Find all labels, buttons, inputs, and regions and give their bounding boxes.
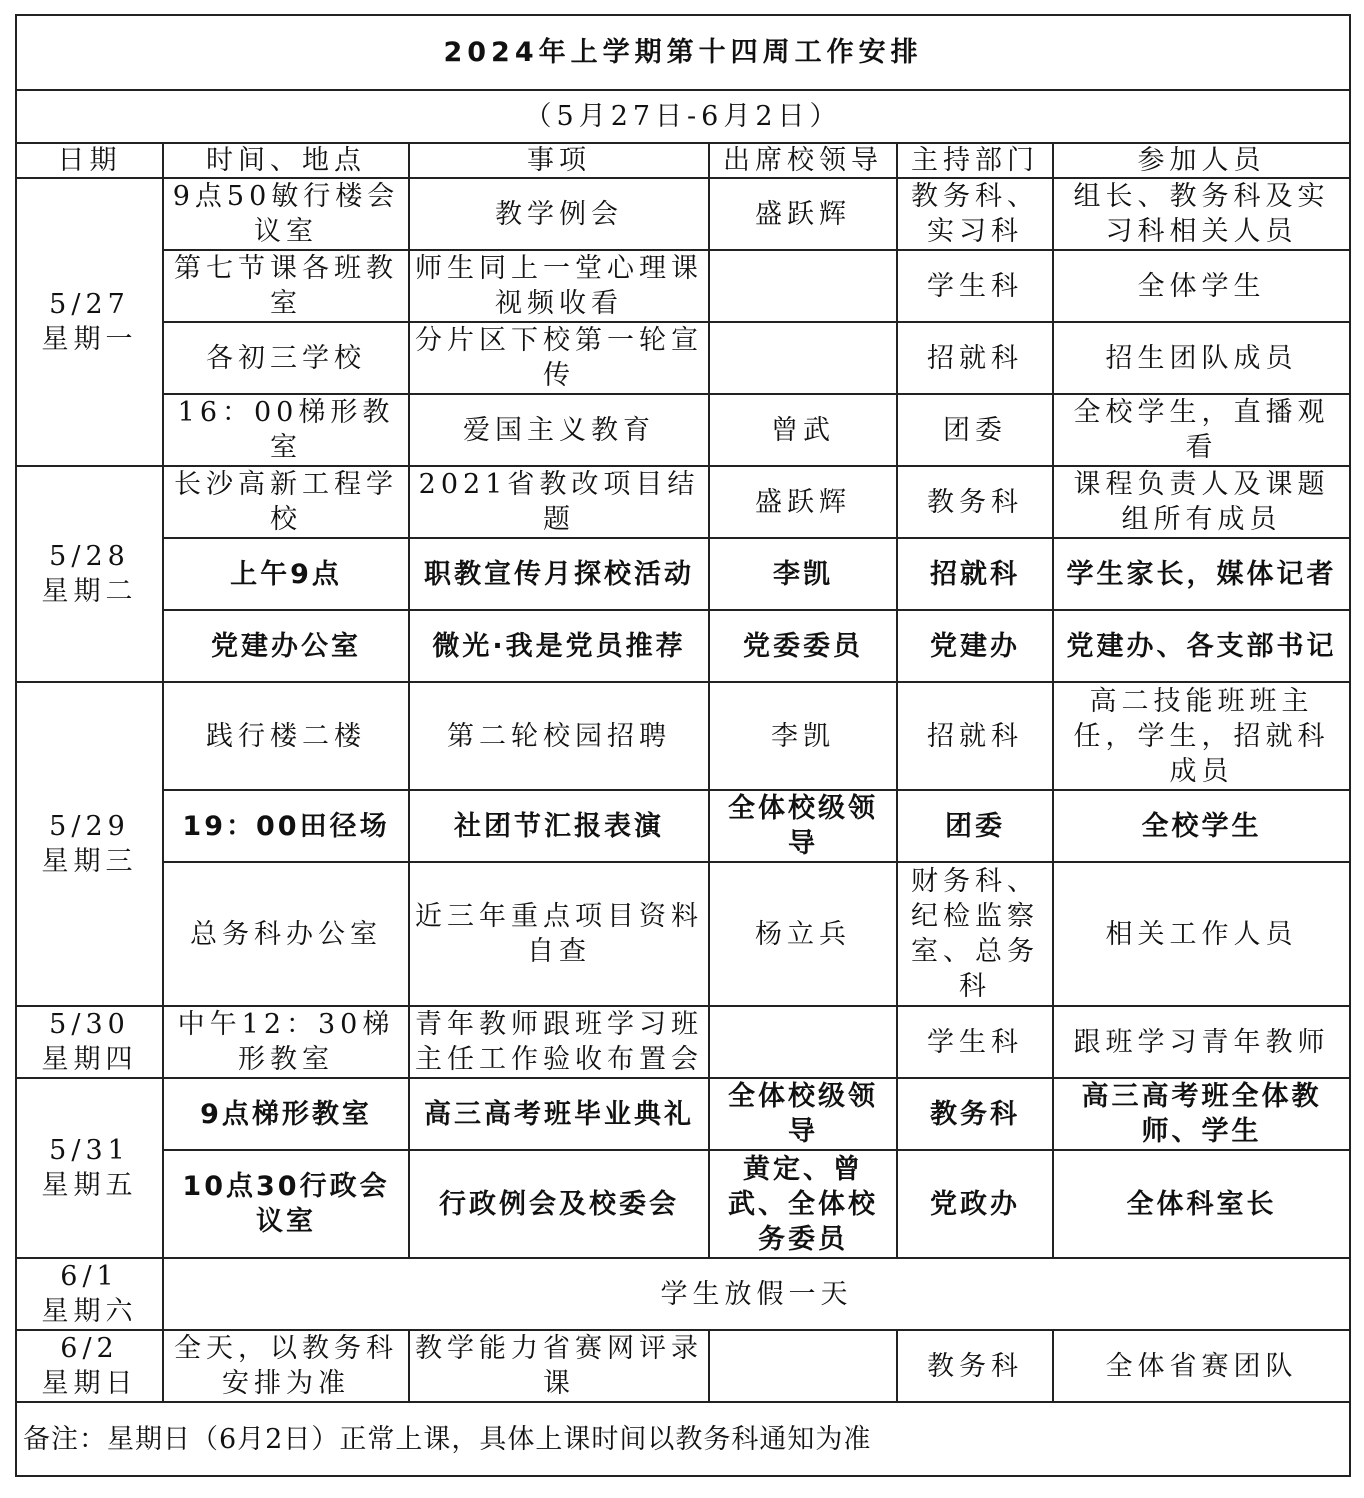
time-place-cell: 践行楼二楼 [163,682,409,790]
leader-cell: 李凯 [709,682,897,790]
time-place-cell: 第七节课各班教室 [163,250,409,322]
header-row [16,143,1350,178]
people-cell: 相关工作人员 [1053,862,1350,1006]
page-title: 2024年上学期第十四周工作安排 [16,15,1350,90]
date-cell: 6/1 星期六 [16,1258,163,1330]
time-place-cell: 9点梯形教室 [163,1078,409,1150]
dept-cell: 财务科、纪检监察室、总务科 [897,862,1053,1006]
people-cell: 全体科室长 [1053,1150,1350,1258]
leader-cell: 黄定、曾武、全体校务委员 [709,1150,897,1258]
leader-cell: 杨立兵 [709,862,897,1006]
leader-cell [709,1006,897,1078]
item-cell: 近三年重点项目资料自查 [409,862,709,1006]
table-row [16,862,1350,1006]
people-cell: 学生家长，媒体记者 [1053,538,1350,610]
header-time-place: 时间、地点 [163,143,409,178]
people-cell: 跟班学习青年教师 [1053,1006,1350,1078]
table-row [16,1078,1350,1150]
table-row [16,538,1350,610]
table-row [16,1330,1350,1402]
header-people: 参加人员 [1053,143,1350,178]
item-cell: 师生同上一堂心理课视频收看 [409,250,709,322]
dept-cell: 教务科 [897,1078,1053,1150]
table-row [16,394,1350,466]
leader-cell: 李凯 [709,538,897,610]
item-cell: 2021省教改项目结题 [409,466,709,538]
date-cell: 5/29 星期三 [16,682,163,1006]
header-item: 事项 [409,143,709,178]
time-place-cell: 长沙高新工程学校 [163,466,409,538]
leader-cell [709,250,897,322]
item-cell: 教学例会 [409,178,709,250]
leader-cell: 曾武 [709,394,897,466]
time-place-cell: 上午9点 [163,538,409,610]
item-cell: 职教宣传月探校活动 [409,538,709,610]
item-cell: 微光·我是党员推荐 [409,610,709,682]
dept-cell: 学生科 [897,250,1053,322]
date-cell: 5/27 星期一 [16,178,163,466]
header-dept: 主持部门 [897,143,1053,178]
time-place-cell: 16：00梯形教室 [163,394,409,466]
footnote: 备注：星期日（6月2日）正常上课，具体上课时间以教务科通知为准 [16,1402,1350,1476]
date-cell: 5/31 星期五 [16,1078,163,1258]
table-row [16,466,1350,538]
table-row [16,610,1350,682]
date-cell: 5/30 星期四 [16,1006,163,1078]
time-place-cell: 9点50敏行楼会议室 [163,178,409,250]
dept-cell: 教务科 [897,466,1053,538]
people-cell: 党建办、各支部书记 [1053,610,1350,682]
leader-cell: 全体校级领导 [709,790,897,862]
leader-cell [709,322,897,394]
time-place-cell: 中午12：30梯形教室 [163,1006,409,1078]
people-cell: 招生团队成员 [1053,322,1350,394]
leader-cell: 全体校级领导 [709,1078,897,1150]
holiday-cell: 学生放假一天 [163,1258,1350,1330]
dept-cell: 招就科 [897,322,1053,394]
dept-cell: 党政办 [897,1150,1053,1258]
people-cell: 全校学生，直播观看 [1053,394,1350,466]
table-row [16,250,1350,322]
dept-cell: 团委 [897,394,1053,466]
dept-cell: 党建办 [897,610,1053,682]
people-cell: 高二技能班班主任，学生，招就科成员 [1053,682,1350,790]
time-place-cell: 各初三学校 [163,322,409,394]
people-cell: 课程负责人及课题组所有成员 [1053,466,1350,538]
header-date: 日期 [16,143,163,178]
table-row [16,790,1350,862]
time-place-cell: 全天，以教务科安排为准 [163,1330,409,1402]
people-cell: 全体省赛团队 [1053,1330,1350,1402]
item-cell: 分片区下校第一轮宣传 [409,322,709,394]
item-cell: 行政例会及校委会 [409,1150,709,1258]
time-place-cell: 19：00田径场 [163,790,409,862]
header-leader: 出席校领导 [709,143,897,178]
item-cell: 高三高考班毕业典礼 [409,1078,709,1150]
item-cell: 青年教师跟班学习班主任工作验收布置会 [409,1006,709,1078]
leader-cell: 盛跃辉 [709,466,897,538]
item-cell: 社团节汇报表演 [409,790,709,862]
table-row [16,1258,1350,1330]
date-range: （5月27日-6月2日） [16,90,1350,143]
dept-cell: 教务科、实习科 [897,178,1053,250]
table-row [16,178,1350,250]
leader-cell [709,1330,897,1402]
people-cell: 组长、教务科及实习科相关人员 [1053,178,1350,250]
time-place-cell: 总务科办公室 [163,862,409,1006]
leader-cell: 盛跃辉 [709,178,897,250]
dept-cell: 教务科 [897,1330,1053,1402]
item-cell: 第二轮校园招聘 [409,682,709,790]
time-place-cell: 10点30行政会议室 [163,1150,409,1258]
leader-cell: 党委委员 [709,610,897,682]
dept-cell: 招就科 [897,682,1053,790]
table-row [16,1150,1350,1258]
date-cell: 6/2 星期日 [16,1330,163,1402]
item-cell: 教学能力省赛网评录课 [409,1330,709,1402]
people-cell: 全校学生 [1053,790,1350,862]
table-row [16,1006,1350,1078]
dept-cell: 招就科 [897,538,1053,610]
date-cell: 5/28 星期二 [16,466,163,682]
dept-cell: 团委 [897,790,1053,862]
time-place-cell: 党建办公室 [163,610,409,682]
dept-cell: 学生科 [897,1006,1053,1078]
table-row [16,322,1350,394]
people-cell: 高三高考班全体教师、学生 [1053,1078,1350,1150]
schedule-table [15,14,1351,1477]
people-cell: 全体学生 [1053,250,1350,322]
item-cell: 爱国主义教育 [409,394,709,466]
table-row [16,682,1350,790]
